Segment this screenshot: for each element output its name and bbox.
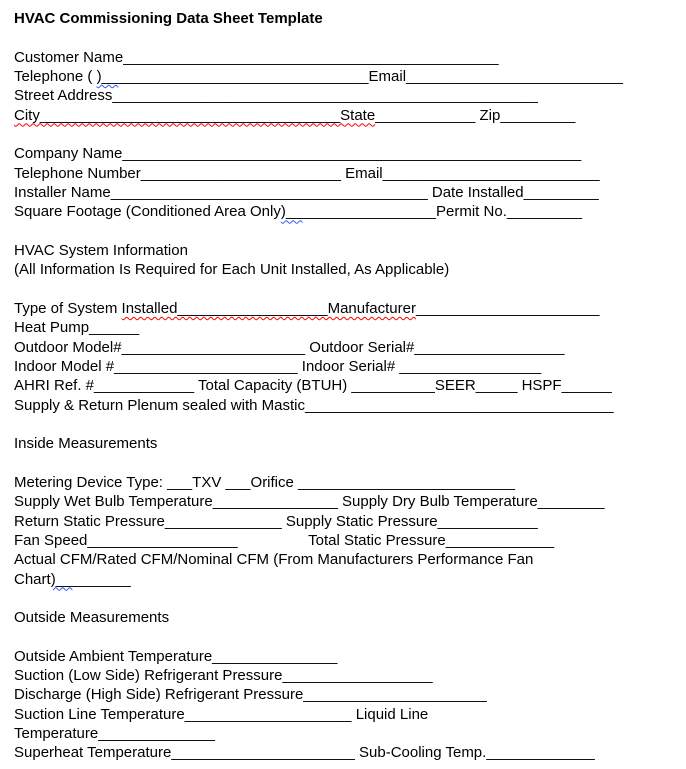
suction-low-side-line: [14, 666, 686, 685]
field-label-date-installed: Date Installed: [427, 183, 524, 201]
fan-speed-line: [14, 531, 686, 550]
blank-line: [14, 280, 686, 299]
fill-in-blank: _________________: [399, 357, 542, 375]
fill-in-blank: ________: [537, 493, 605, 511]
spacer-gap: [238, 532, 309, 549]
fill-in-blank: ______________________: [303, 686, 487, 704]
field-label-telephone-number: Telephone Number: [14, 164, 141, 182]
fill-in-blank: _____________________________________________: [123, 48, 499, 66]
spellcheck-squiggle-segment: City____________________________________State: [14, 106, 376, 124]
field-label-metering-device: Metering Device Type: ___TXV ___Orifice: [14, 473, 299, 491]
document-body: [14, 9, 686, 763]
field-label-total-static: Total Static Pressure: [308, 531, 446, 549]
field-label-customer-name: Customer Name: [14, 48, 124, 66]
field-label-indoor-serial: Indoor Serial#: [297, 357, 400, 375]
field-label-square-footage: Square Footage (Conditioned Area Only: [14, 203, 281, 221]
field-label-actual-cfm: Actual CFM/Rated CFM/Nominal CFM (From Manufacturers Performance Fan: [14, 551, 534, 569]
hvac-info-note: [14, 260, 686, 279]
chart-line: [14, 570, 686, 589]
metering-device-line: [14, 473, 686, 492]
field-label-ahri-ref: AHRI Ref. #: [14, 377, 95, 395]
field-label-installer-name: Installer Name: [14, 183, 111, 201]
outside-ambient-line: [14, 647, 686, 666]
field-label-total-capacity: Total Capacity (BTUH): [194, 377, 352, 395]
blank-line: [14, 628, 686, 647]
grammar-squiggle-segment: )__: [280, 203, 303, 221]
fill-in-blank: _________: [500, 106, 576, 124]
field-label-heat-pump: Heat Pump: [14, 319, 90, 337]
fill-in-blank: ____________________: [184, 705, 352, 723]
fill-in-blank: __________________: [87, 531, 238, 549]
actual-cfm-line: [14, 550, 686, 569]
blank-line: [14, 454, 686, 473]
field-label-company-name: Company Name: [14, 145, 123, 163]
fill-in-blank: ______________: [164, 512, 282, 530]
field-label-outdoor-serial: Outdoor Serial#: [305, 338, 415, 356]
fill-in-blank: ____________: [94, 377, 195, 395]
field-label-suction-line-temp: Suction Line Temperature: [14, 705, 185, 723]
discharge-high-side-line: [14, 685, 686, 704]
field-label-chart: Chart: [14, 570, 51, 588]
field-label-superheat: Superheat Temperature: [14, 744, 172, 762]
doc-title-text: HVAC Commissioning Data Sheet Template: [14, 10, 323, 27]
field-label-outside-ambient: Outside Ambient Temperature: [14, 647, 213, 665]
field-label-seer: SEER: [434, 377, 476, 395]
telephone-number-email-line: [14, 164, 686, 183]
field-label-temperature: Temperature: [14, 725, 99, 743]
section-heading: HVAC System Information: [14, 241, 188, 259]
field-label-hspf: HSPF: [517, 377, 562, 395]
fill-in-blank: ____________: [437, 512, 538, 530]
fill-in-blank: _____________: [486, 744, 595, 762]
field-label-supply-dry-bulb: Supply Dry Bulb Temperature: [337, 493, 538, 511]
section-heading: Outside Measurements: [14, 609, 170, 627]
field-label-indoor-model: Indoor Model #: [14, 357, 115, 375]
fill-in-blank: __________________: [414, 338, 565, 356]
field-label-suction-low: Suction (Low Side) Refrigerant Pressure: [14, 667, 283, 685]
telephone-email-line: [14, 67, 686, 86]
field-label-type-of-system: Type of System: [14, 299, 122, 317]
field-label-discharge-high: Discharge (High Side) Refrigerant Pressure: [14, 686, 304, 704]
type-of-system-line: [14, 299, 686, 318]
field-label-supply-wet-bulb: Supply Wet Bulb Temperature: [14, 493, 213, 511]
field-label-fan-speed: Fan Speed: [14, 531, 88, 549]
fill-in-blank: _____________________________________: [304, 396, 614, 414]
field-label-outdoor-model: Outdoor Model#: [14, 338, 122, 356]
fill-in-blank: _________: [523, 183, 599, 201]
field-label-street-address: Street Address: [14, 87, 113, 105]
section-note: (All Information Is Required for Each Unit Installed, As Applicable): [14, 261, 450, 279]
grammar-squiggle-segment: )__: [50, 570, 73, 588]
fill-in-blank: ______________________: [121, 338, 306, 356]
fill-in-blank: ______: [89, 319, 140, 337]
fill-in-blank: _______________: [212, 647, 338, 665]
field-label-email: Email: [340, 164, 383, 182]
fill-in-blank: _______: [72, 570, 131, 588]
temperature-line: [14, 724, 686, 743]
ahri-capacity-seer-hspf-line: [14, 376, 686, 395]
street-address-line: [14, 86, 686, 105]
fill-in-blank: ______: [561, 377, 612, 395]
suction-line-temp-line: [14, 705, 686, 724]
fill-in-blank: ______________________: [415, 299, 600, 317]
field-label-zip: Zip: [475, 106, 501, 124]
fill-in-blank: ________________: [302, 203, 437, 221]
section-heading: Inside Measurements: [14, 435, 158, 453]
field-label-supply-static: Supply Static Pressure: [281, 512, 438, 530]
field-label-telephone: Telephone (: [14, 67, 97, 85]
field-label-return-static: Return Static Pressure: [14, 512, 165, 530]
outdoor-model-serial-line: [14, 338, 686, 357]
blank-line: [14, 415, 686, 434]
field-label-plenum-mastic: Supply & Return Plenum sealed with Mastic: [14, 396, 305, 414]
blank-line: [14, 589, 686, 608]
fill-in-blank: __________________: [282, 667, 433, 685]
field-label-permit-no: Permit No.: [436, 203, 507, 221]
spellcheck-squiggle-segment: Installed__________________Manufacturer: [121, 299, 416, 317]
superheat-subcooling-line: [14, 743, 686, 762]
fill-in-blank: __________: [351, 377, 435, 395]
fill-in-blank: ______________: [98, 725, 216, 743]
blank-line: [14, 222, 686, 241]
fill-in-blank: _________: [506, 203, 582, 221]
heat-pump-line: [14, 318, 686, 337]
indoor-model-serial-line: [14, 357, 686, 376]
field-label-liquid-line: Liquid Line: [351, 705, 429, 723]
fill-in-blank: _____________: [445, 531, 555, 549]
section-inside-measurements: [14, 434, 686, 453]
fill-in-blank: ___________________________________________________: [112, 87, 538, 105]
fill-in-blank: ______________________________________: [110, 183, 428, 201]
wet-dry-bulb-line: [14, 492, 686, 511]
field-label-subcooling: Sub-Cooling Temp.: [354, 744, 487, 762]
fill-in-blank: _______________: [212, 493, 338, 511]
blank-line: [14, 125, 686, 144]
fill-in-blank: ______________________: [171, 744, 355, 762]
section-outside-measurements: [14, 608, 686, 627]
company-name-line: [14, 144, 686, 163]
fill-in-blank: __________________________: [406, 67, 623, 85]
static-pressure-line: [14, 512, 686, 531]
customer-name-line: [14, 48, 686, 67]
doc-title: [14, 9, 686, 28]
installer-name-line: [14, 183, 686, 202]
field-label-email: Email: [368, 67, 407, 85]
fill-in-blank: __________________________: [298, 473, 515, 491]
square-footage-line: [14, 202, 686, 221]
fill-in-blank: ______________________________: [118, 67, 369, 85]
grammar-squiggle-segment: )__: [96, 67, 119, 85]
fill-in-blank: ____________: [375, 106, 476, 124]
plenum-mastic-line: [14, 396, 686, 415]
city-state-zip-line: [14, 106, 686, 125]
section-hvac-system-information: [14, 241, 686, 260]
blank-line: [14, 28, 686, 47]
fill-in-blank: ______________________: [114, 357, 298, 375]
fill-in-blank: _______________________________________________________: [122, 145, 582, 163]
fill-in-blank: _____: [475, 377, 518, 395]
fill-in-blank: __________________________: [382, 164, 600, 182]
fill-in-blank: ________________________: [140, 164, 341, 182]
